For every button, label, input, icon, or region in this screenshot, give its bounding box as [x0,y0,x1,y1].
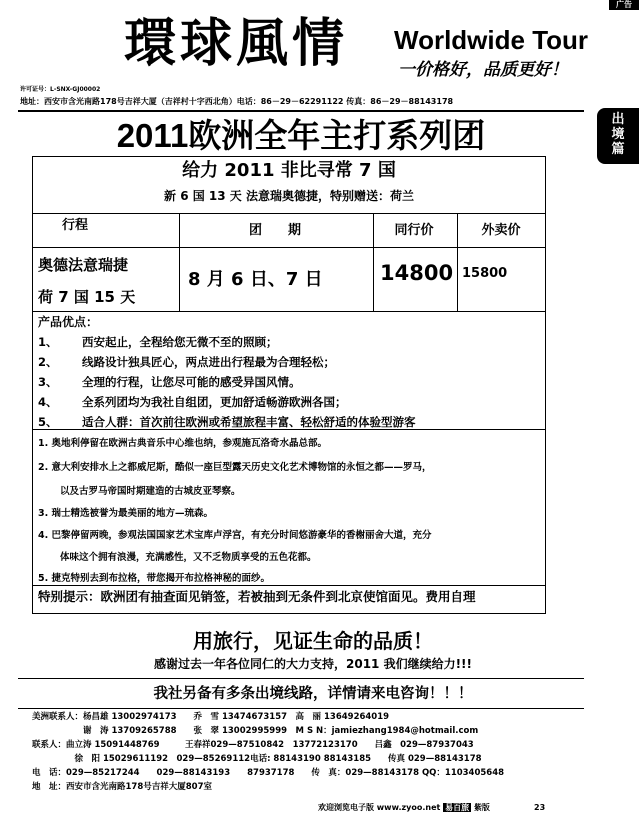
thanks-message: 感谢过去一年各位同仁的大力支持，2011 我们继续给力!!! [154,657,472,671]
advantage-item: 2、 线路设计独具匠心，两点进出行程最为合理轻松； [38,355,335,369]
advantages-title: 产品优点： [38,315,99,329]
contact-line: 电 话：029—85217244 029—88143193 87937178 传 真：029—88143178 QQ：1103405648 [32,768,505,778]
thanks-divider [18,678,584,679]
footer-site-link[interactable]: 欢迎浏览电子版 www.zyoo.net [318,803,441,812]
contacts-divider [18,708,584,709]
advantage-item: 3、 全理的行程，让您尽可能的感受异国风情。 [38,375,301,389]
brand-slogan: 一价格好，品质更好！ [398,60,568,80]
itinerary-line: 以及古罗马帝国时期建造的古城皮亚琴察。 [60,486,241,497]
route-duration: 荷 7 国 15 天 [38,288,136,306]
main-title: 2011欧洲全年主打系列团 [116,117,486,154]
outbound-section-tab[interactable] [597,108,639,164]
tagline: 用旅行，见证生命的品质！ [193,629,433,653]
header-divider [18,110,584,112]
itinerary-line: 体味这个拥有浪漫，充满感性，又不乏物质享受的五色花都。 [60,552,317,563]
itinerary-line: 2. 意大利安排水上之都威尼斯，酷似一座巨型露天历史文化艺术博物馆的永恒之都——罗马， [38,462,432,473]
itinerary-line: 4. 巴黎停留两晚，参观法国国家艺术宝库卢浮宫，有充分时间悠游豪华的香榭丽舍大道，充分 [38,530,432,541]
advantage-item: 1、 西安起止，全程给您无微不至的照顾； [38,335,278,349]
brand-name-en: Worldwide Tour [394,25,589,55]
col-header-dates: 团 期 [248,223,301,238]
side-tab-char: 出 [611,112,625,127]
side-tab-char: 境 [611,127,625,142]
contact-line: 美洲联系人：杨昌雄 13002974173 乔 雪 13474673157 高 丽 13649264019 [32,712,390,722]
headline-main: 给力 2011 非比寻常 7 国 [182,160,396,181]
more-routes-note: 我社另备有多条出境线路，详情请来电咨询！！！ [153,686,473,702]
departure-dates: 8 月 6 日、7 日 [188,269,323,290]
col-header-retail-price: 外卖价 [481,223,521,238]
footer [318,802,490,813]
itinerary-line: 1. 奥地利停留在欧洲古典音乐中心维也纳，参观施瓦洛奇水晶总部。 [38,438,328,449]
col-header-route: 行程 [62,218,89,233]
contact-line: 徐 阳 15029611192 029—85269112电话: 88143190 88143185 传真 029—88143178 [32,754,482,764]
footer-edition: 紫版 [473,803,490,812]
advantage-item: 4、 全系列团均为我社自组团，更加舒适畅游欧洲各国； [38,395,347,409]
footer-badge: 易百旅 [445,803,470,812]
col-header-trade-price: 同行价 [394,223,434,238]
contact-line: 地 址：西安市含光南路178号吉祥大厦807室 [32,782,212,792]
special-note: 特别提示：欧洲团有抽查面见销签，若被抽到无条件到北京使馆面见。费用自理 [38,589,476,604]
itinerary-line: 5. 捷克特别去到布拉格，带您揭开布拉格神秘的面纱。 [38,573,271,584]
advantage-item: 5、 适合人群：首次前往欧洲或希望旅程丰富、轻松舒适的体验型游客 [38,415,416,429]
itinerary-line: 3. 瑞士精选被誉为最美丽的地方—琉森。 [38,508,214,519]
company-address: 地址：西安市含光南路178号吉祥大厦（吉祥村十字西北角）电话：86－29－62291122 传真：86－29－88143178 [20,97,454,106]
brand-name-cn: 環球風情 [124,13,349,74]
route-name: 奥德法意瑞捷 [38,256,129,274]
contact-line: 谢 涛 13709265788 张 翠 13002995999 M S N：jamiezhang1984@hotmail.com [32,726,479,736]
page-number: 23 [534,803,546,812]
retail-price: 15800 [462,266,508,281]
headline-sub: 新 6 国 13 天 法意瑞奥德捷，特别赠送：荷兰 [164,189,414,203]
permit-number: 许可证号：L-SNX-GJ00002 [20,86,101,93]
side-tab-char: 篇 [611,142,625,157]
trade-price: 14800 [380,261,454,285]
ad-tag: 广告 [609,0,639,10]
contact-line: 联系人：曲立涛 15091448769 王春祥029—87510842 13772123170 吕鑫 029—87937043 [32,740,474,750]
